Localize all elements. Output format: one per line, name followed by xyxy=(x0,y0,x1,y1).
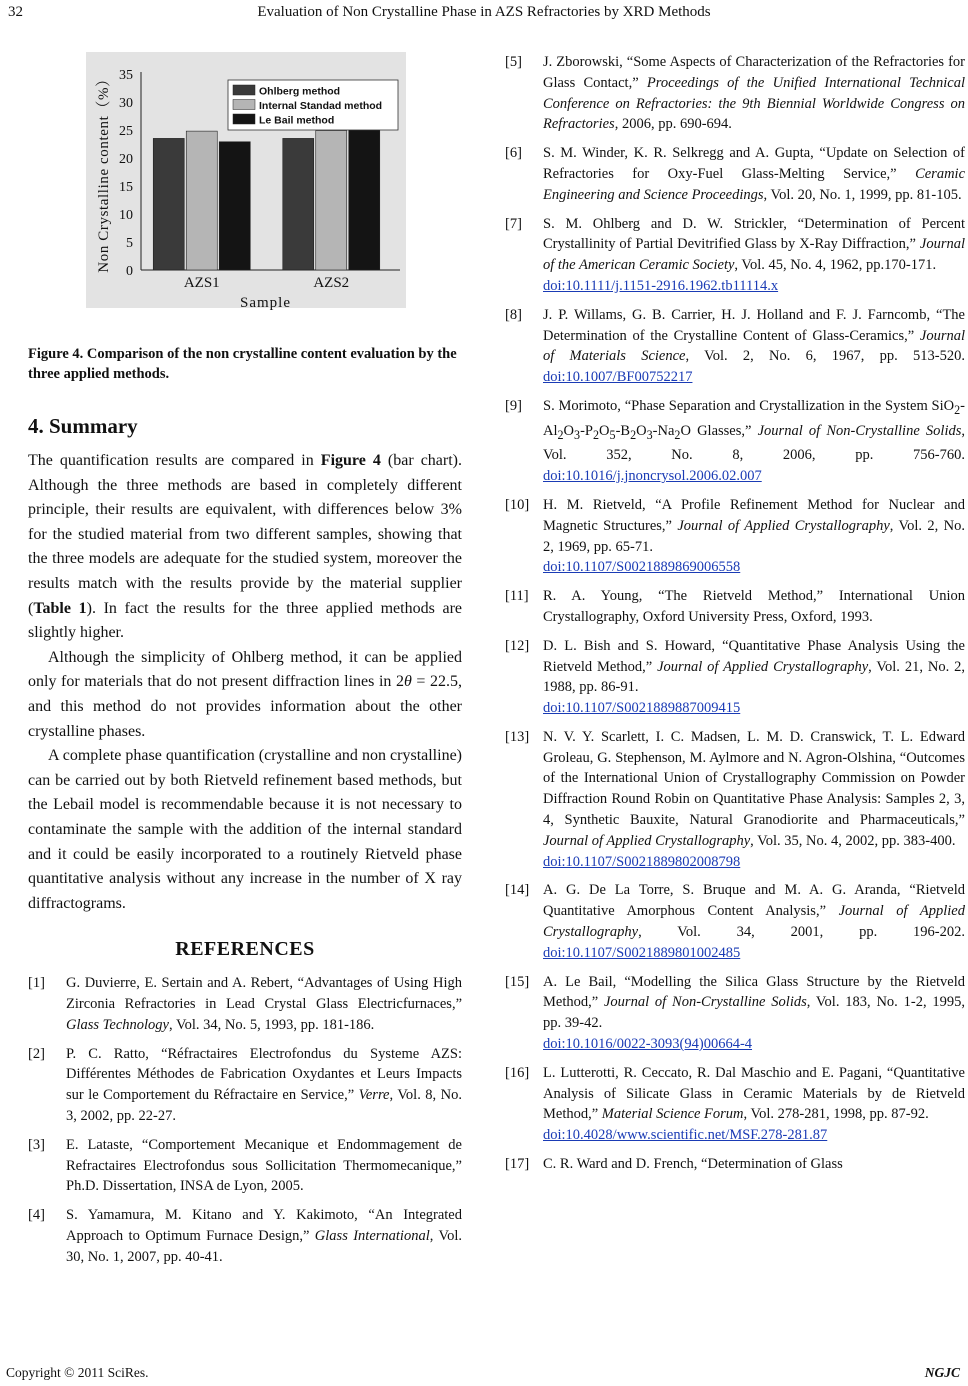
footer-journal: NGJC xyxy=(924,1365,960,1380)
summary-paragraph-2: Although the simplicity of Ohlberg method, it can be applied only for materials that do not present diffraction lines in 2θ = 22.5, and this method do not provides information about the other crystalline phases. xyxy=(28,648,463,740)
y-tick-label: 30 xyxy=(119,96,133,111)
reference-item: [14] A. G. De La Torre, S. Bruque and M. A. G. Aranda, “Rietveld Quantitative Amorphous Content Analysis,” Journal of Applied Crystallography, Vol. 34, 2001, pp. 196-202. doi:10.1107/S0021889801002485 xyxy=(505,882,965,961)
reference-item: [8] J. P. Willams, G. B. Carrier, H. J. Holland and F. J. Farncomb, “The Determination of the Crystalline Content of Glass-Ceramics,” Journal of Materials Science, Vol. 2, No. 6, 1967, pp. 513-520. doi:10.1007/BF00752217 xyxy=(505,306,965,386)
y-tick-label: 10 xyxy=(119,208,133,223)
y-tick-label: 0 xyxy=(126,264,133,279)
running-title: Evaluation of Non Crystalline Phase in AZS Refractories by XRD Methods xyxy=(257,4,711,20)
y-axis-label: Non Crystalline content（%） xyxy=(96,71,112,273)
references-heading: REFERENCES xyxy=(175,938,315,961)
reference-item: [7] S. M. Ohlberg and D. W. Strickler, “Determination of Percent Crystallinity of Partial Devitrified Glass by X-Ray Diffraction,” Journal of the American Ceramic Society, Vol. 45, No. 4, 1962, pp.170-171. doi:10.1111/j.1151-2916.1962.tb11114.x xyxy=(505,215,965,294)
bar xyxy=(283,138,314,270)
bar xyxy=(186,131,217,270)
bar xyxy=(219,142,250,270)
figure-ref: Figure 4 xyxy=(320,452,381,469)
summary-paragraph-3: A complete phase quantification (crystalline and non crystalline) can be carried out by both Rietveld refinement based methods, but the Lebail model is recommendable because it is not necessary to contaminate the sample with the addition of the internal standard and it could be easily incorporated to a routinely Rietveld phase quantitative analysis without any increase in the number of X ray diffractograms. xyxy=(28,747,462,912)
figure-caption: Figure 4. Comparison of the non crystalline content evaluation by the three applied methods. xyxy=(28,346,457,382)
y-tick-label: 35 xyxy=(119,68,133,83)
reference-item: [3] E. Lataste, “Comportement Mecanique et Endommagement de Refractaires Electrofondus sous Sollicitation Thermomecanique,” Ph.D. Dissertation, INSA de Lyon, 2005. xyxy=(28,1136,462,1195)
x-tick-label: AZS2 xyxy=(313,275,350,291)
legend-swatch xyxy=(233,85,255,95)
x-tick-label: AZS1 xyxy=(183,275,220,291)
y-tick-label: 15 xyxy=(119,180,133,195)
reference-item: [16] L. Lutterotti, R. Ceccato, R. Dal Maschio and E. Pagani, “Quantitative Analysis of Silicate Glass in Ceramic Materials by de Rietveld Method,” Material Science Forum, Vol. 278-281, 1998, pp. 87-92. doi:10.4028/www.scientific.net/MSF.278-281.87 xyxy=(505,1064,965,1144)
doi-link[interactable]: doi:10.1107/S0021889801002485 xyxy=(543,944,741,961)
reference-item: [13] N. V. Y. Scarlett, I. C. Madsen, L. M. D. Cranswick, T. L. Edward Groleau, G. Stephenson, M. Aylmore and N. Agron-Olshina, “Outcomes of the International Union of Crystallography Commission on Powder Diffraction Round Robin on Quantitative Phase Analysis: Samples 2, 3, 4, Synthetic Bauxite, Natural Granodiorite and Pharmaceuticals,” Journal of Applied Crystallography, Vol. 35, No. 4, 2002, pp. 383-400. doi:10.1107/S0021889802008798 xyxy=(505,728,965,870)
bar-chart xyxy=(28,30,462,310)
reference-item: [1] G. Duvierre, E. Sertain and A. Rebert, “Advantages of Using High Zirconia Refractories in Lead Crystal Glass Electricfurnaces,” Glass Technology, Vol. 34, No. 5, 1993, pp. 181-186. xyxy=(28,975,462,1033)
doi-link[interactable]: doi:10.1007/BF00752217 xyxy=(543,369,693,386)
table-ref: Table 1 xyxy=(33,599,87,617)
reference-item: [9] S. Morimoto, “Phase Separation and Crystallization in the System $SiO_2-Al_2O_3-P_2O_5-B_2O_3-Na_2O$ Glasses,” Journal of Non-Crystalline Solids, Vol. 352, No. 8, 2006, pp. 756-760. doi:10.1016/j.jnoncrysol.2006.02.007 xyxy=(505,397,966,485)
doi-link[interactable]: doi:10.1016/0022-3093(94)00664-4 xyxy=(543,1036,753,1053)
legend-label: Internal Standad method xyxy=(259,100,383,112)
footer-copyright: Copyright © 2011 SciRes. xyxy=(6,1365,149,1380)
left-column xyxy=(28,30,462,1276)
x-axis-label: Sample xyxy=(240,295,291,310)
right-column xyxy=(505,52,965,1183)
page-number: 32 xyxy=(8,4,23,20)
reference-item: [10] H. M. Rietveld, “A Profile Refinement Method for Nuclear and Magnetic Structures,” Journal of Applied Crystallography, Vol. 2, No. 2, 1969, pp. 65-71. doi:10.1107/S0021889869006558 xyxy=(505,496,965,576)
reference-item: [6] S. M. Winder, K. R. Selkregg and A. Gupta, “Update on Selection of Refractories for Oxy-Fuel Glass-Melting Service,” Ceramic Engineering and Science Proceedings, Vol. 20, No. 1, 1999, pp. 81-105. xyxy=(505,145,965,203)
y-tick-label: 20 xyxy=(119,152,133,167)
reference-item: [5] J. Zborowski, “Some Aspects of Characterization of the Refractories for Glass Contact,” Proceedings of the Unified International Technical Conference on Refractories: the 9th Biennial Worldwide Congress on Refractories, 2006, pp. 690-694. xyxy=(505,54,965,133)
legend-label: Le Bail method xyxy=(259,114,335,127)
reference-item: [15] A. Le Bail, “Modelling the Silica Glass Structure by the Rietveld Method,” Journal of Non-Crystalline Solids, Vol. 183, No. 1-2, 1995, pp. 39-42. doi:10.1016/0022-3093(94)00664-4 xyxy=(505,973,966,1053)
bar xyxy=(153,138,184,270)
legend-swatch xyxy=(233,114,255,124)
y-tick-label: 5 xyxy=(126,236,133,251)
doi-link[interactable]: doi:10.4028/www.scientific.net/MSF.278-281.87 xyxy=(543,1127,828,1144)
legend-swatch xyxy=(233,100,255,110)
doi-link[interactable]: doi:10.1107/S0021889802008798 xyxy=(543,853,741,870)
summary-paragraph-1: The quantification results are compared in Figure 4 (bar chart). Although the three methods are based in completely different principle, their results are equivalent, with differences below 3% for the studied material from two different samples, showing that the three models are adequate for the studied system, moreover the results match with the results provide by the material supplier (Table 1). In fact the results for the three applied methods are slightly higher. xyxy=(28,452,463,642)
bar xyxy=(349,126,380,270)
reference-item: [4] S. Yamamura, M. Kitano and Y. Kakimoto, “An Integrated Approach to Optimum Furnace Design,” Glass International, Vol. 30, No. 1, 2007, pp. 40-41. xyxy=(28,1207,463,1265)
doi-link[interactable]: doi:10.1107/S0021889887009415 xyxy=(543,700,741,717)
reference-item: [17] C. R. Ward and D. French, “Determination of Glass xyxy=(505,1156,843,1173)
bar xyxy=(316,131,347,270)
reference-item: [2] P. C. Ratto, “Réfractaires Electrofondus du Systeme AZS: Différentes Méthodes de Fabrication Oxydantes et Leurs Impacts sur le Comportement du Réfractaire en Service,” Verre, Vol. 8, No. 3, 2002, pp. 22-27. xyxy=(28,1045,462,1125)
doi-link[interactable]: doi:10.1107/S0021889869006558 xyxy=(543,559,741,576)
doi-link[interactable]: doi:10.1111/j.1151-2916.1962.tb11114.x xyxy=(543,277,779,294)
reference-item: [12] D. L. Bish and S. Howard, “Quantitative Phase Analysis Using the Rietveld Method,” Journal of Applied Crystallography, Vol. 21, No. 2, 1988, pp. 86-91. doi:10.1107/S0021889887009415 xyxy=(505,637,966,717)
y-tick-label: 25 xyxy=(119,124,133,139)
summary-heading: 4. Summary xyxy=(28,414,138,438)
reference-item: [11] R. A. Young, “The Rietveld Method,” International Union Crystallography, Oxford University Press, Oxford, 1993. xyxy=(505,588,965,625)
legend-label: Ohlberg method xyxy=(259,85,341,98)
doi-link[interactable]: doi:10.1016/j.jnoncrysol.2006.02.007 xyxy=(543,468,762,485)
figure-4 xyxy=(28,30,462,340)
